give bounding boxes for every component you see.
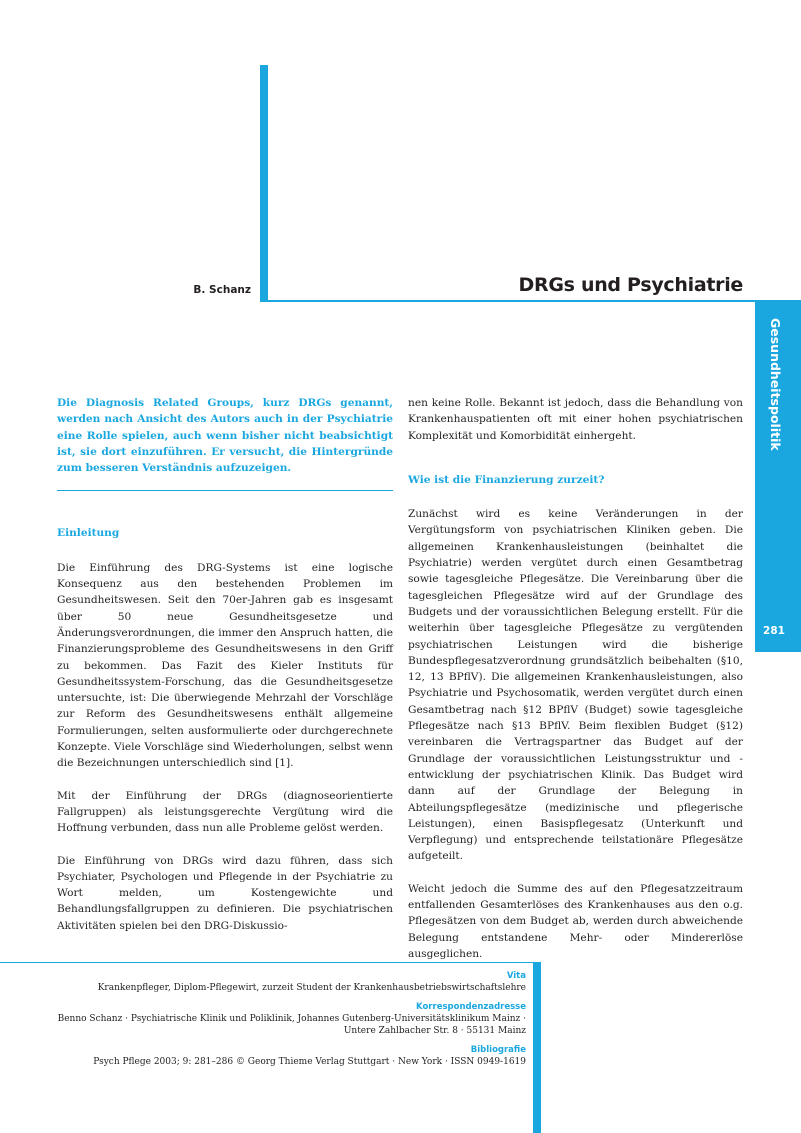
section-heading-finanzierung: Wie ist die Finanzierung zurzeit? bbox=[408, 473, 605, 486]
article-title: DRGs und Psychiatrie bbox=[518, 274, 743, 296]
paragraph: Zunächst wird es keine Veränderungen in der Vergütungsform von psychiatrischen Kliniken geben. Die allgemeinen Krankenhausleistungen (beinhaltet die Psychiatrie) werden vergütet durch einen Gesamtbetrag sowie tagesgleiche Pflegesätze. Die Vereinbarung über die tagesgleichen Pflegesätze wird auf der Grundlage des Budgets und der voraussichtlichen Belegung erstellt. Für die weiterhin über tagesgleiche Pflegesätze zu vergütenden psychiatrischen Leistungen wird die bisherige Bundespflegesatzverordnung grundsätzlich beibehalten (§10, 12, 13 BPflV). Die allgemeinen Krankenhausleistungen, also Psychiatrie und Psychosomatik, werden vergütet durch einen Gesamtbetrag nach §12 BPflV (Budget) sowie tagesgleiche Pflegesätze nach §13 BPflV. Beim flexiblen Budget (§12) vereinbaren die Vertragspartner das Budget auf der Grundlage der voraussichtlichen Leistungsstruktur und -entwicklung der psychiatrischen Klinik. Das Budget wird dann auf der Grundlage der Belegung in Abteilungspflegesätze (medizinische und pflegerische Leistungen), einen Basispflegesatz (Unterkunft und Verpflegung) und entsprechende teilstationäre Pflegesätze aufgeteilt. bbox=[408, 508, 743, 863]
paragraph: nen keine Rolle. Bekannt ist jedoch, dass die Behandlung von Krankenhauspatienten oft mit einer hohen psychiatrischen Komplexität und Komorbidität einhergeht. bbox=[408, 397, 743, 442]
vita-text: Krankenpfleger, Diplom-Pflegewirt, zurzeit Student der Krankenhausbetriebswirtschaftslehre bbox=[97, 983, 526, 993]
header-accent-bar bbox=[260, 65, 268, 302]
contact-line: Benno Schanz · Psychiatrische Klinik und Poliklinik, Johannes Gutenberg-Universitätsklinikum Mainz · bbox=[57, 1014, 526, 1024]
header-rule bbox=[260, 300, 801, 302]
footer-accent-bar bbox=[533, 962, 541, 1133]
bibliography-label: Bibliografie bbox=[470, 1045, 526, 1055]
author-name: B. Schanz bbox=[193, 284, 251, 296]
page-number: 281 bbox=[763, 625, 785, 637]
paragraph: Weicht jedoch die Summe des auf den Pflegesatzzeitraum entfallenden Gesamterlöses des Krankenhauses aus den o.g. Pflegesätzen von dem Budget ab, werden durch abweichende Belegung entstandene Mehr- oder Mindererlöse ausgeglichen. bbox=[408, 882, 743, 960]
contact-label: Korrespondenzadresse bbox=[416, 1002, 526, 1012]
contact-line: Untere Zahlbacher Str. 8 · 55131 Mainz bbox=[343, 1026, 526, 1036]
article-footer bbox=[26, 970, 526, 1075]
bibliography-text: Psych Pflege 2003; 9: 281–286 © Georg Thieme Verlag Stuttgart · New York · ISSN 0949-1619 bbox=[93, 1057, 526, 1067]
right-column bbox=[408, 395, 743, 962]
paragraph: Die Einführung von DRGs wird dazu führen, dass sich Psychiater, Psychologen und Pflegende in der Psychiatrie zu Wort melden, um Kostengewichte und Behandlungsfallgruppen zu definieren. Die psychiatrischen Aktivitäten spielen bei den DRG-Diskussio- bbox=[57, 854, 393, 932]
footer-rule bbox=[0, 962, 540, 963]
section-label: Gesundheitspolitik bbox=[768, 318, 783, 451]
left-column bbox=[57, 395, 393, 934]
paragraph: Mit der Einführung der DRGs (diagnoseorientierte Fallgruppen) als leistungsgerechte Vergütung wird die Hoffnung verbunden, dass nun alle Probleme gelöst werden. bbox=[57, 789, 393, 835]
abstract: Die Diagnosis Related Groups, kurz DRGs genannt, werden nach Ansicht des Autors auch in der Psychiatrie eine Rolle spielen, auch wenn bisher nicht beabsichtigt ist, sie dort einzuführen. Er versucht, die Hintergründe zum besseren Verständnis aufzuzeigen. bbox=[57, 397, 393, 475]
vita-label: Vita bbox=[506, 971, 526, 981]
paragraph: Die Einführung des DRG-Systems ist eine logische Konsequenz aus den bestehenden Problemen im Gesundheitswesen. Seit den 70er-Jahren gab es insgesamt über 50 neue Gesundheitsgesetze und Änderungsverordnungen, die immer den Anspruch hatten, die Finanzierungsprobleme des Gesundheitswesens in den Griff zu bekommen. Das Fazit des Kieler Instituts für Gesundheitssystem-Forschung, das die Gesundheitsgesetze untersuchte, ist: Die überwiegende Mehrzahl der Vorschläge zur Reform des Gesundheitswesens enthält allgemeine Formulierungen, selten ausformulierte oder durchgerechnete Konzepte. Viele Vorschläge sind Wiederholungen, selbst wenn die Bezeichnungen unterschiedlich sind [1]. bbox=[57, 561, 393, 770]
section-heading-einleitung: Einleitung bbox=[57, 527, 120, 540]
